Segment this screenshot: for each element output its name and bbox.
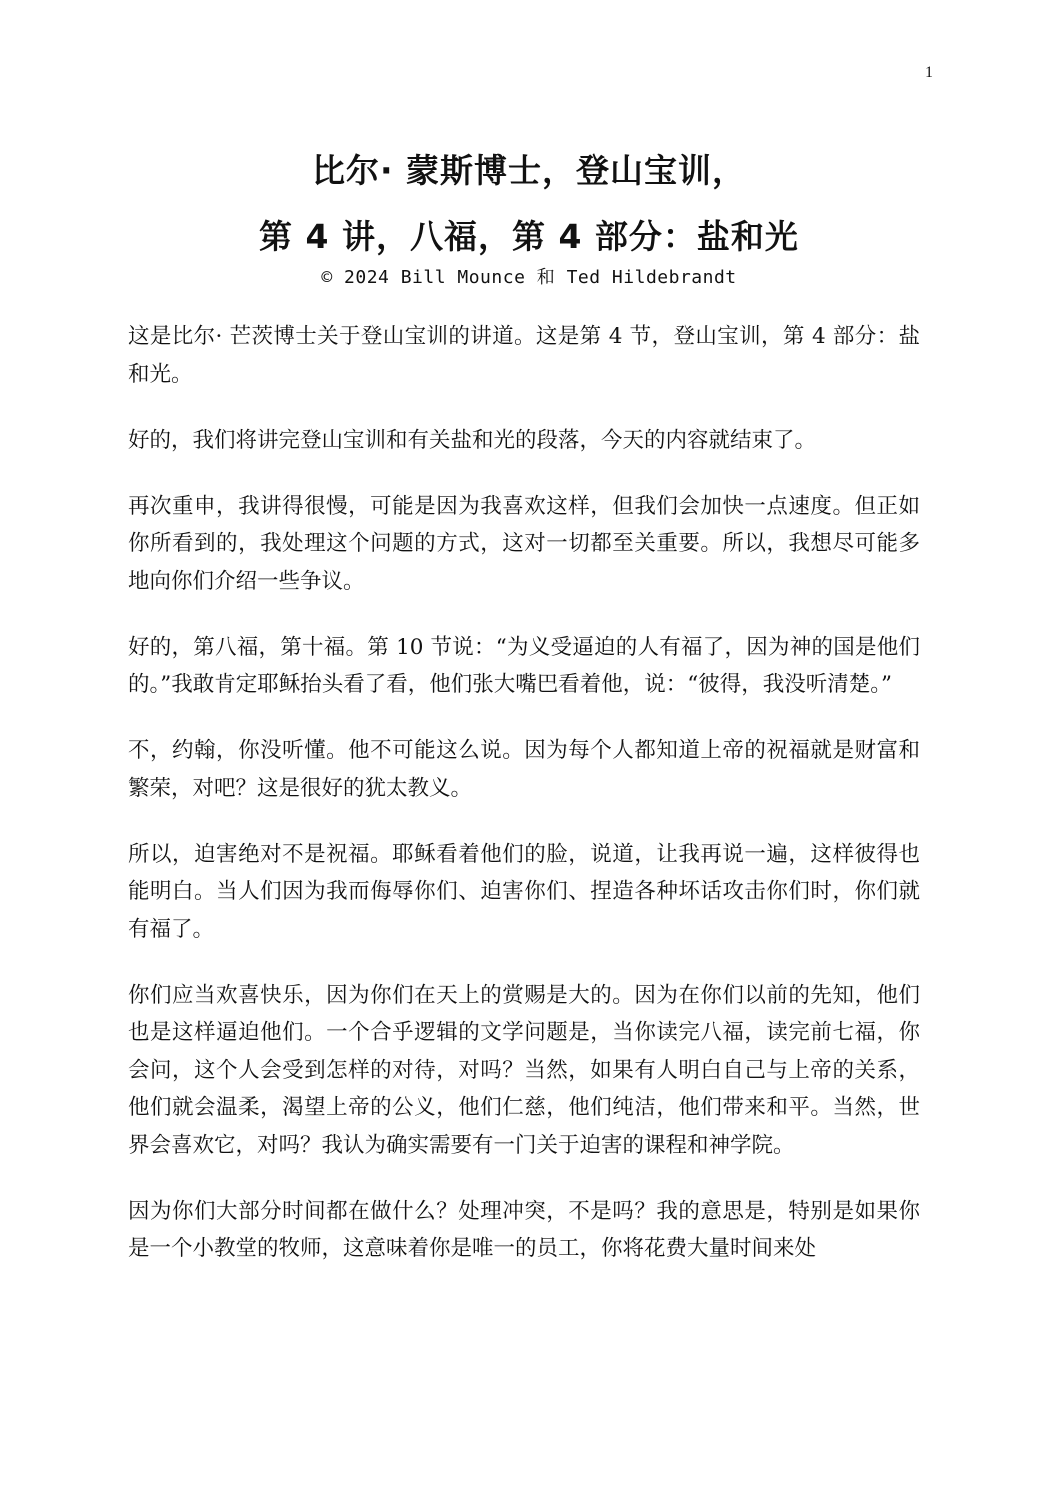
- paragraph-1: 这是比尔· 芒茨博士关于登山宝训的讲道。这是第 4 节，登山宝训，第 4 部分：盐和光。: [128, 324, 920, 387]
- paragraph-8: 因为你们大部分时间都在做什么？处理冲突，不是吗？我的意思是，特别是如果你是一个小教堂的牧师，这意味着你是唯一的员工，你将花费大量时间来处: [128, 1198, 920, 1261]
- paragraph-6: 所以，迫害绝对不是祝福。耶稣看着他们的脸，说道，让我再说一遍，这样彼得也能明白。当人们因为我而侮辱你们、迫害你们、捏造各种坏话攻击你们时，你们就有福了。: [128, 841, 920, 942]
- paragraph-7: 你们应当欢喜快乐，因为你们在天上的赏赐是大的。因为在你们以前的先知，他们也是这样逼迫他们。一个合乎逻辑的文学问题是，当你读完八福，读完前七福，你会问，这个人会受到怎样的对待，对吗？当然，如果有人明白自己与上帝的关系，他们就会温柔，渴望上帝的公义，他们仁慈，他们纯洁，他们带来和平。当然，世界会喜欢它，对吗？我认为确实需要有一门关于迫害的课程和神学院。: [128, 982, 920, 1158]
- copyright-notice: © 2024 Bill Mounce 和 Ted Hildebrandt: [321, 267, 737, 288]
- page-number: 1: [925, 64, 933, 81]
- page-title-line-1: 比尔· 蒙斯博士，登山宝训，: [311, 151, 747, 190]
- paragraph-4: 好的，第八福，第十福。第 10 节说：“为义受逼迫的人有福了，因为神的国是他们的。”我敢肯定耶稣抬头看了看，他们张大嘴巴看着他，说：“彼得，我没听清楚。”: [128, 634, 920, 697]
- paragraph-2: 好的，我们将讲完登山宝训和有关盐和光的段落，今天的内容就结束了。: [128, 427, 817, 453]
- page-title-line-2: 第 4 讲，八福，第 4 部分：盐和光: [259, 217, 799, 256]
- paragraph-5: 不，约翰，你没听懂。他不可能这么说。因为每个人都知道上帝的祝福就是财富和繁荣，对吧？这是很好的犹太教义。: [128, 738, 920, 801]
- paragraph-3: 再次重申，我讲得很慢，可能是因为我喜欢这样，但我们会加快一点速度。但正如你所看到的，我处理这个问题的方式，这对一切都至关重要。所以，我想尽可能多地向你们介绍一些争议。: [128, 493, 920, 594]
- document-body: [128, 318, 920, 1296]
